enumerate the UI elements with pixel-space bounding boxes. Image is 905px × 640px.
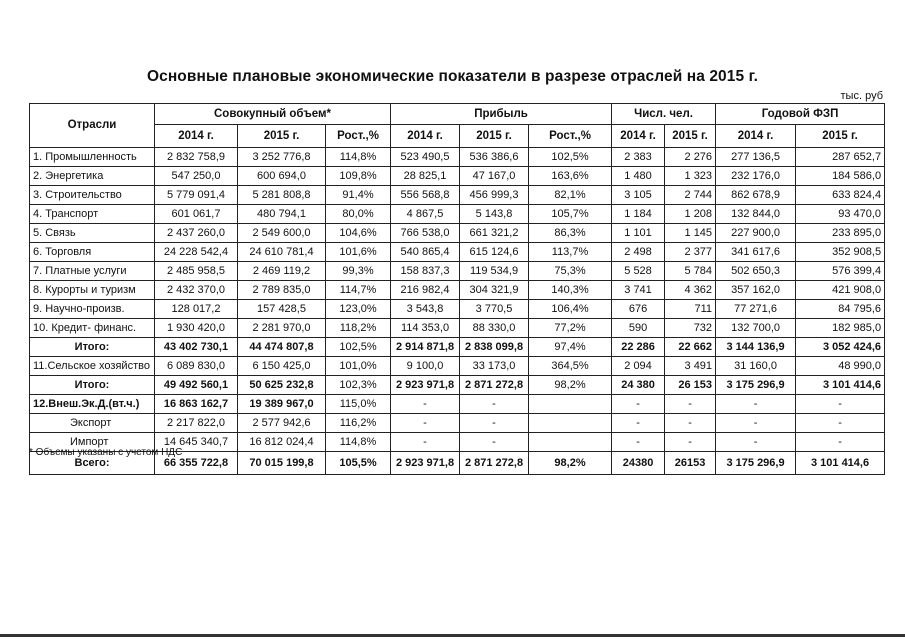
profit-growth: 140,3%: [529, 281, 612, 300]
headcount-2015: 26153: [665, 452, 716, 475]
volume-2015: 600 694,0: [238, 167, 326, 186]
header-profit-2015: 2015 г.: [460, 125, 529, 148]
table-row: [30, 148, 885, 167]
table-row: [30, 243, 885, 262]
volume-growth: 114,8%: [326, 148, 391, 167]
volume-2014: 2 832 758,9: [155, 148, 238, 167]
header-headcount-2015: 2015 г.: [665, 125, 716, 148]
volume-2014: 5 779 091,4: [155, 186, 238, 205]
volume-2015: 5 281 808,8: [238, 186, 326, 205]
payroll-2014: 77 271,6: [716, 300, 796, 319]
headcount-2014: 24380: [612, 452, 665, 475]
row-name: Экспорт: [30, 414, 155, 433]
headcount-2015: 1 208: [665, 205, 716, 224]
volume-2014: 16 863 162,7: [155, 395, 238, 414]
payroll-2015: -: [796, 414, 885, 433]
row-name: Всего:: [30, 452, 155, 475]
table-row: [30, 300, 885, 319]
payroll-2015: 184 586,0: [796, 167, 885, 186]
profit-2015: -: [460, 433, 529, 452]
volume-growth: 114,8%: [326, 433, 391, 452]
header-headcount-2014: 2014 г.: [612, 125, 665, 148]
header-profit: Прибыль: [391, 104, 612, 125]
payroll-2015: 182 985,0: [796, 319, 885, 338]
profit-2015: 536 386,6: [460, 148, 529, 167]
profit-growth: 77,2%: [529, 319, 612, 338]
row-name: Итого:: [30, 376, 155, 395]
volume-2015: 2 577 942,6: [238, 414, 326, 433]
table-row: [30, 262, 885, 281]
volume-growth: 109,8%: [326, 167, 391, 186]
headcount-2015: 2 744: [665, 186, 716, 205]
payroll-2015: 576 399,4: [796, 262, 885, 281]
indicators-table: [29, 103, 885, 475]
payroll-2014: 3 175 296,9: [716, 376, 796, 395]
volume-2014: 66 355 722,8: [155, 452, 238, 475]
profit-2015: 88 330,0: [460, 319, 529, 338]
headcount-2014: 1 184: [612, 205, 665, 224]
volume-growth: 118,2%: [326, 319, 391, 338]
subtotal-row: [30, 376, 885, 395]
payroll-2015: 421 908,0: [796, 281, 885, 300]
headcount-2014: 24 380: [612, 376, 665, 395]
profit-2015: 33 173,0: [460, 357, 529, 376]
profit-2014: 114 353,0: [391, 319, 460, 338]
volume-growth: 91,4%: [326, 186, 391, 205]
profit-2014: 28 825,1: [391, 167, 460, 186]
profit-growth: 86,3%: [529, 224, 612, 243]
headcount-2014: 676: [612, 300, 665, 319]
profit-growth: 106,4%: [529, 300, 612, 319]
header-payroll-2014: 2014 г.: [716, 125, 796, 148]
header-profit-growth: Рост.,%: [529, 125, 612, 148]
payroll-2015: 287 652,7: [796, 148, 885, 167]
headcount-2015: 2 377: [665, 243, 716, 262]
headcount-2015: 22 662: [665, 338, 716, 357]
volume-growth: 114,7%: [326, 281, 391, 300]
row-name: 9. Научно-произв.: [30, 300, 155, 319]
volume-growth: 104,6%: [326, 224, 391, 243]
volume-2014: 49 492 560,1: [155, 376, 238, 395]
profit-2014: 2 914 871,8: [391, 338, 460, 357]
table-row: [30, 186, 885, 205]
profit-2014: 2 923 971,8: [391, 452, 460, 475]
row-name: 11.Сельское хозяйство: [30, 357, 155, 376]
headcount-2014: 3 105: [612, 186, 665, 205]
profit-growth: 113,7%: [529, 243, 612, 262]
payroll-2014: 132 700,0: [716, 319, 796, 338]
profit-2015: 3 770,5: [460, 300, 529, 319]
volume-2015: 50 625 232,8: [238, 376, 326, 395]
headcount-2015: -: [665, 395, 716, 414]
profit-growth: 75,3%: [529, 262, 612, 281]
profit-2014: -: [391, 414, 460, 433]
page-title: Основные плановые экономические показатели в разрезе отраслей на 2015 г.: [146, 68, 759, 85]
headcount-2015: 2 276: [665, 148, 716, 167]
row-name: 4. Транспорт: [30, 205, 155, 224]
volume-2014: 1 930 420,0: [155, 319, 238, 338]
profit-2015: 47 167,0: [460, 167, 529, 186]
footnote: * Объемы указаны с учетом НДС: [29, 447, 183, 458]
row-name: 7. Платные услуги: [30, 262, 155, 281]
payroll-2015: -: [796, 433, 885, 452]
payroll-2014: 132 844,0: [716, 205, 796, 224]
headcount-2015: 26 153: [665, 376, 716, 395]
headcount-2014: 5 528: [612, 262, 665, 281]
payroll-2014: 3 175 296,9: [716, 452, 796, 475]
table-row: [30, 281, 885, 300]
profit-growth: 98,2%: [529, 376, 612, 395]
payroll-2014: 341 617,6: [716, 243, 796, 262]
header-payroll-2015: 2015 г.: [796, 125, 885, 148]
payroll-2015: 3 101 414,6: [796, 452, 885, 475]
profit-2015: 456 999,3: [460, 186, 529, 205]
payroll-2014: 232 176,0: [716, 167, 796, 186]
volume-growth: 101,0%: [326, 357, 391, 376]
headcount-2014: 590: [612, 319, 665, 338]
volume-2015: 19 389 967,0: [238, 395, 326, 414]
table-row: [30, 205, 885, 224]
volume-2015: 16 812 024,4: [238, 433, 326, 452]
volume-growth: 105,5%: [326, 452, 391, 475]
profit-2014: 523 490,5: [391, 148, 460, 167]
headcount-2014: 22 286: [612, 338, 665, 357]
headcount-2014: -: [612, 414, 665, 433]
volume-growth: 115,0%: [326, 395, 391, 414]
profit-growth: [529, 433, 612, 452]
profit-growth: [529, 395, 612, 414]
headcount-2015: 3 491: [665, 357, 716, 376]
volume-2015: 3 252 776,8: [238, 148, 326, 167]
profit-2014: 540 865,4: [391, 243, 460, 262]
profit-growth: 102,5%: [529, 148, 612, 167]
profit-2015: 661 321,2: [460, 224, 529, 243]
profit-2014: 4 867,5: [391, 205, 460, 224]
payroll-2014: 31 160,0: [716, 357, 796, 376]
row-name: 1. Промышленность: [30, 148, 155, 167]
payroll-2015: 48 990,0: [796, 357, 885, 376]
profit-2014: -: [391, 395, 460, 414]
payroll-2014: 502 650,3: [716, 262, 796, 281]
payroll-2014: 277 136,5: [716, 148, 796, 167]
row-name: 3. Строительство: [30, 186, 155, 205]
volume-growth: 102,5%: [326, 338, 391, 357]
header-volume-growth: Рост.,%: [326, 125, 391, 148]
payroll-2015: -: [796, 395, 885, 414]
header-volume: Совокупный объем*: [155, 104, 391, 125]
row-name: Итого:: [30, 338, 155, 357]
profit-2015: -: [460, 395, 529, 414]
profit-2014: 9 100,0: [391, 357, 460, 376]
volume-2014: 14 645 340,7: [155, 433, 238, 452]
volume-2014: 128 017,2: [155, 300, 238, 319]
volume-2015: 6 150 425,0: [238, 357, 326, 376]
profit-2015: 5 143,8: [460, 205, 529, 224]
volume-growth: 99,3%: [326, 262, 391, 281]
profit-2015: 2 838 099,8: [460, 338, 529, 357]
profit-2014: 2 923 971,8: [391, 376, 460, 395]
payroll-2015: 84 795,6: [796, 300, 885, 319]
profit-2015: 119 534,9: [460, 262, 529, 281]
row-name: 2. Энергетика: [30, 167, 155, 186]
headcount-2014: 3 741: [612, 281, 665, 300]
table-row: [30, 224, 885, 243]
volume-2014: 6 089 830,0: [155, 357, 238, 376]
volume-2014: 547 250,0: [155, 167, 238, 186]
units-label: тыс. руб: [840, 90, 883, 102]
payroll-2014: 862 678,9: [716, 186, 796, 205]
table-row: [30, 357, 885, 376]
header-sector: Отрасли: [30, 104, 155, 148]
payroll-2015: 3 101 414,6: [796, 376, 885, 395]
volume-2015: 44 474 807,8: [238, 338, 326, 357]
profit-2014: 766 538,0: [391, 224, 460, 243]
profit-2014: 158 837,3: [391, 262, 460, 281]
headcount-2015: 5 784: [665, 262, 716, 281]
volume-2014: 2 217 822,0: [155, 414, 238, 433]
headcount-2015: 4 362: [665, 281, 716, 300]
volume-2015: 157 428,5: [238, 300, 326, 319]
table-row: [30, 167, 885, 186]
headcount-2015: 711: [665, 300, 716, 319]
profit-2015: 615 124,6: [460, 243, 529, 262]
headcount-2014: 1 101: [612, 224, 665, 243]
payroll-2014: 3 144 136,9: [716, 338, 796, 357]
profit-2015: 2 871 272,8: [460, 376, 529, 395]
profit-2015: 304 321,9: [460, 281, 529, 300]
profit-growth: 163,6%: [529, 167, 612, 186]
payroll-2015: 3 052 424,6: [796, 338, 885, 357]
page-bottom-edge: [0, 634, 905, 637]
headcount-2015: 1 145: [665, 224, 716, 243]
payroll-2015: 93 470,0: [796, 205, 885, 224]
volume-growth: 101,6%: [326, 243, 391, 262]
headcount-2015: 732: [665, 319, 716, 338]
volume-2014: 2 485 958,5: [155, 262, 238, 281]
row-name: Импорт: [30, 433, 155, 452]
volume-2015: 2 281 970,0: [238, 319, 326, 338]
volume-2014: 43 402 730,1: [155, 338, 238, 357]
profit-growth: 105,7%: [529, 205, 612, 224]
header-headcount: Числ. чел.: [612, 104, 716, 125]
payroll-2014: -: [716, 433, 796, 452]
volume-2015: 24 610 781,4: [238, 243, 326, 262]
volume-growth: 80,0%: [326, 205, 391, 224]
headcount-2014: 1 480: [612, 167, 665, 186]
header-payroll: Годовой ФЗП: [716, 104, 885, 125]
row-name: 10. Кредит- финанс.: [30, 319, 155, 338]
row-name: 5. Связь: [30, 224, 155, 243]
table-row: [30, 319, 885, 338]
profit-2014: 556 568,8: [391, 186, 460, 205]
headcount-2014: 2 498: [612, 243, 665, 262]
volume-2015: 2 469 119,2: [238, 262, 326, 281]
headcount-2014: -: [612, 395, 665, 414]
volume-2015: 2 549 600,0: [238, 224, 326, 243]
headcount-2015: -: [665, 414, 716, 433]
volume-2015: 70 015 199,8: [238, 452, 326, 475]
row-name: 8. Курорты и туризм: [30, 281, 155, 300]
profit-2014: 216 982,4: [391, 281, 460, 300]
payroll-2014: 227 900,0: [716, 224, 796, 243]
headcount-2014: 2 383: [612, 148, 665, 167]
profit-2014: -: [391, 433, 460, 452]
payroll-2014: -: [716, 414, 796, 433]
table-row: [30, 395, 885, 414]
headcount-2014: -: [612, 433, 665, 452]
profit-2015: 2 871 272,8: [460, 452, 529, 475]
profit-growth: 97,4%: [529, 338, 612, 357]
volume-2014: 2 432 370,0: [155, 281, 238, 300]
subtotal-row: [30, 338, 885, 357]
profit-growth: 82,1%: [529, 186, 612, 205]
volume-2014: 24 228 542,4: [155, 243, 238, 262]
row-name: 6. Торговля: [30, 243, 155, 262]
payroll-2015: 633 824,4: [796, 186, 885, 205]
volume-2015: 2 789 835,0: [238, 281, 326, 300]
profit-growth: 364,5%: [529, 357, 612, 376]
headcount-2014: 2 094: [612, 357, 665, 376]
headcount-2015: -: [665, 433, 716, 452]
profit-2015: -: [460, 414, 529, 433]
profit-2014: 3 543,8: [391, 300, 460, 319]
profit-growth: 98,2%: [529, 452, 612, 475]
volume-growth: 102,3%: [326, 376, 391, 395]
profit-growth: [529, 414, 612, 433]
header-volume-2015: 2015 г.: [238, 125, 326, 148]
volume-2014: 601 061,7: [155, 205, 238, 224]
payroll-2015: 352 908,5: [796, 243, 885, 262]
header-profit-2014: 2014 г.: [391, 125, 460, 148]
volume-growth: 123,0%: [326, 300, 391, 319]
volume-2014: 2 437 260,0: [155, 224, 238, 243]
payroll-2015: 233 895,0: [796, 224, 885, 243]
volume-2015: 480 794,1: [238, 205, 326, 224]
row-name: 12.Внеш.Эк.Д.(вт.ч.): [30, 395, 155, 414]
payroll-2014: 357 162,0: [716, 281, 796, 300]
payroll-2014: -: [716, 395, 796, 414]
table-row: [30, 414, 885, 433]
headcount-2015: 1 323: [665, 167, 716, 186]
header-volume-2014: 2014 г.: [155, 125, 238, 148]
volume-growth: 116,2%: [326, 414, 391, 433]
